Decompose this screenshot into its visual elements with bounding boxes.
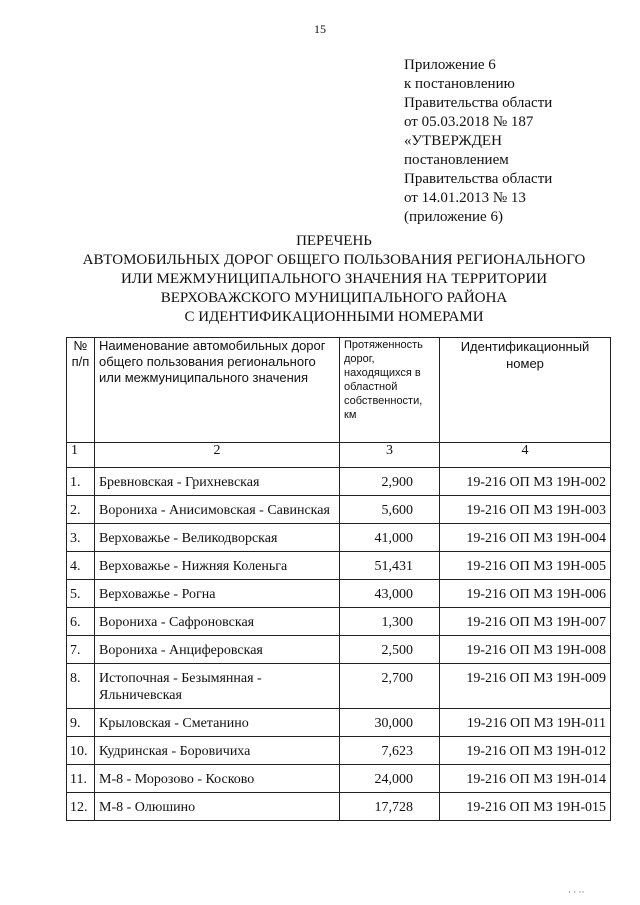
column-index: 4 xyxy=(440,443,611,468)
table-header-row xyxy=(67,338,611,443)
table-row xyxy=(67,552,611,580)
table-row xyxy=(67,468,611,496)
column-index: 3 xyxy=(340,443,440,468)
header-identification-number: Идентификационный номер xyxy=(440,338,611,443)
title-line: ИЛИ МЕЖМУНИЦИПАЛЬНОГО ЗНАЧЕНИЯ НА ТЕРРИТОРИИ xyxy=(120,271,548,287)
row-number: 12. xyxy=(67,793,95,821)
title-line: С ИДЕНТИФИКАЦИОННЫМИ НОМЕРАМИ xyxy=(184,309,484,325)
header-length: Протяженность дорог, находящихся в областной собственности, км xyxy=(340,338,440,443)
road-length: 24,000 xyxy=(340,765,440,793)
road-id: 19-216 ОП МЗ 19Н-002 xyxy=(440,468,611,496)
road-id: 19-216 ОП МЗ 19Н-008 xyxy=(440,636,611,664)
road-name: Верховажье - Нижняя Коленьга xyxy=(95,552,340,580)
appendix-line: «УТВЕРЖДЕН xyxy=(404,133,502,149)
column-index: 1 xyxy=(67,443,95,468)
table-row xyxy=(67,524,611,552)
road-name: Верховажье - Великодворская xyxy=(95,524,340,552)
table-row xyxy=(67,496,611,524)
row-number: 6. xyxy=(67,608,95,636)
road-name: Ворониха - Сафроновская xyxy=(95,608,340,636)
appendix-line: (приложение 6) xyxy=(404,209,503,225)
appendix-line: Приложение 6 xyxy=(404,57,496,73)
table-row xyxy=(67,709,611,737)
header-road-name: Наименование автомобильных дорог общего пользования регионального или межмуниципального значения xyxy=(95,338,340,443)
road-length: 5,600 xyxy=(340,496,440,524)
road-length: 2,500 xyxy=(340,636,440,664)
title-line: АВТОМОБИЛЬНЫХ ДОРОГ ОБЩЕГО ПОЛЬЗОВАНИЯ РЕГИОНАЛЬНОГО xyxy=(82,252,586,268)
road-name: Ворониха - Анисимовская - Савинская xyxy=(95,496,340,524)
appendix-line: Правительства области xyxy=(404,95,553,111)
road-name: Крыловская - Сметанино xyxy=(95,709,340,737)
roads-table xyxy=(66,337,611,821)
row-number: 8. xyxy=(67,664,95,709)
table-row xyxy=(67,580,611,608)
table-row xyxy=(67,793,611,821)
scan-mark: · · ·· xyxy=(568,887,585,897)
road-name: М-8 - Олюшино xyxy=(95,793,340,821)
column-index: 2 xyxy=(95,443,340,468)
road-length: 2,700 xyxy=(340,664,440,709)
road-length: 30,000 xyxy=(340,709,440,737)
road-length: 17,728 xyxy=(340,793,440,821)
road-id: 19-216 ОП МЗ 19Н-006 xyxy=(440,580,611,608)
road-id: 19-216 ОП МЗ 19Н-004 xyxy=(440,524,611,552)
road-length: 43,000 xyxy=(340,580,440,608)
appendix-line: к постановлению xyxy=(404,76,515,92)
road-name: Верховажье - Рогна xyxy=(95,580,340,608)
table-row xyxy=(67,636,611,664)
road-id: 19-216 ОП МЗ 19Н-011 xyxy=(440,709,611,737)
header-number: № п/п xyxy=(67,338,95,443)
row-number: 4. xyxy=(67,552,95,580)
road-id: 19-216 ОП МЗ 19Н-015 xyxy=(440,793,611,821)
road-id: 19-216 ОП МЗ 19Н-003 xyxy=(440,496,611,524)
road-length: 51,431 xyxy=(340,552,440,580)
road-name: М-8 - Морозово - Косково xyxy=(95,765,340,793)
document-title xyxy=(0,232,640,327)
row-number: 7. xyxy=(67,636,95,664)
road-length: 1,300 xyxy=(340,608,440,636)
appendix-line: от 05.03.2018 № 187 xyxy=(404,114,534,130)
road-length: 7,623 xyxy=(340,737,440,765)
road-id: 19-216 ОП МЗ 19Н-005 xyxy=(440,552,611,580)
road-name: Кудринская - Боровичиха xyxy=(95,737,340,765)
appendix-line: Правительства области xyxy=(404,171,553,187)
row-number: 5. xyxy=(67,580,95,608)
road-id: 19-216 ОП МЗ 19Н-012 xyxy=(440,737,611,765)
table-row xyxy=(67,765,611,793)
road-length: 2,900 xyxy=(340,468,440,496)
column-index-row xyxy=(67,443,611,468)
row-number: 9. xyxy=(67,709,95,737)
appendix-line: постановлением xyxy=(404,152,509,168)
road-name: Истопочная - Безымянная - Яльничевская xyxy=(95,664,340,709)
road-length: 41,000 xyxy=(340,524,440,552)
row-number: 2. xyxy=(67,496,95,524)
appendix-approval-block xyxy=(404,56,552,227)
road-name: Бревновская - Грихневская xyxy=(95,468,340,496)
table-row xyxy=(67,737,611,765)
title-line: ПЕРЕЧЕНЬ xyxy=(296,233,372,249)
title-line: ВЕРХОВАЖСКОГО МУНИЦИПАЛЬНОГО РАЙОНА xyxy=(160,290,508,306)
appendix-line: от 14.01.2013 № 13 xyxy=(404,190,526,206)
road-id: 19-216 ОП МЗ 19Н-009 xyxy=(440,664,611,709)
table-row xyxy=(67,664,611,709)
row-number: 10. xyxy=(67,737,95,765)
row-number: 11. xyxy=(67,765,95,793)
row-number: 3. xyxy=(67,524,95,552)
page-number: 15 xyxy=(314,22,326,36)
road-name: Ворониха - Анциферовская xyxy=(95,636,340,664)
table-row xyxy=(67,608,611,636)
row-number: 1. xyxy=(67,468,95,496)
road-id: 19-216 ОП МЗ 19Н-007 xyxy=(440,608,611,636)
road-id: 19-216 ОП МЗ 19Н-014 xyxy=(440,765,611,793)
